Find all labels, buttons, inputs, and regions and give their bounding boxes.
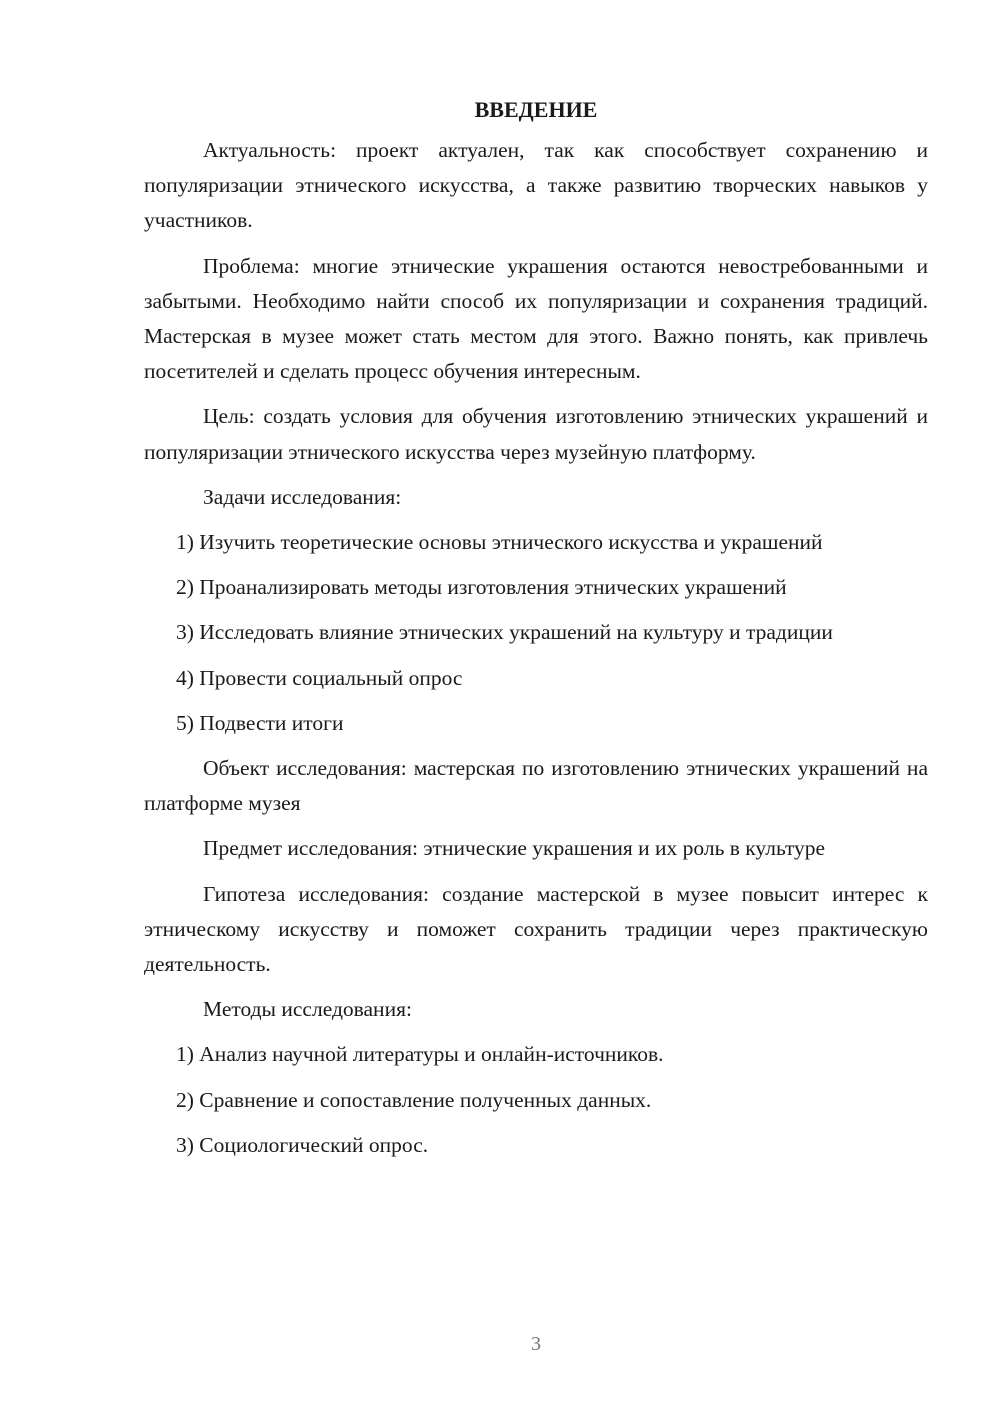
page-number: 3 bbox=[531, 1333, 541, 1355]
object-paragraph: Объект исследования: мастерская по изготовлению этнических украшений на платформе музея bbox=[144, 756, 928, 816]
section-heading: ВВЕДЕНИЕ bbox=[474, 97, 598, 122]
method-item: 1) Анализ научной литературы и онлайн-источников. bbox=[176, 1042, 664, 1067]
task-item: 4) Провести социальный опрос bbox=[176, 665, 463, 690]
goal-paragraph: Цель: создать условия для обучения изготовлению этнических украшений и популяризации этнического искусства через музейную платформу. bbox=[144, 404, 928, 464]
problem-paragraph: Проблема: многие этнические украшения остаются невостребованными и забытыми. Необходимо найти способ их популяризации и сохранения традиций. Мастерская в музее может стать местом для этого. Важно понять, как привлечь посетителей и сделать процесс обучения интересным. bbox=[144, 253, 928, 384]
task-item: 1) Изучить теоретические основы этнического искусства и украшений bbox=[176, 530, 823, 555]
methods-title: Методы исследования: bbox=[203, 997, 412, 1022]
method-item: 3) Социологический опрос. bbox=[176, 1132, 429, 1157]
relevance-paragraph: Актуальность: проект актуален, так как способствует сохранению и популяризации этнического искусства, а также развитию творческих навыков у участников. bbox=[144, 138, 928, 233]
task-item: 3) Исследовать влияние этнических украшений на культуру и традиции bbox=[176, 620, 833, 645]
task-item: 2) Проанализировать методы изготовления этнических украшений bbox=[176, 575, 787, 600]
tasks-title: Задачи исследования: bbox=[203, 484, 402, 509]
hypothesis-paragraph: Гипотеза исследования: создание мастерской в музее повысит интерес к этническому искусству и поможет сохранить традиции через практическую деятельность. bbox=[144, 881, 928, 977]
subject-paragraph: Предмет исследования: этнические украшения и их роль в культуре bbox=[203, 836, 826, 861]
document-page bbox=[144, 92, 928, 1173]
task-item: 5) Подвести итоги bbox=[176, 710, 344, 735]
method-item: 2) Сравнение и сопоставление полученных данных. bbox=[176, 1087, 652, 1112]
